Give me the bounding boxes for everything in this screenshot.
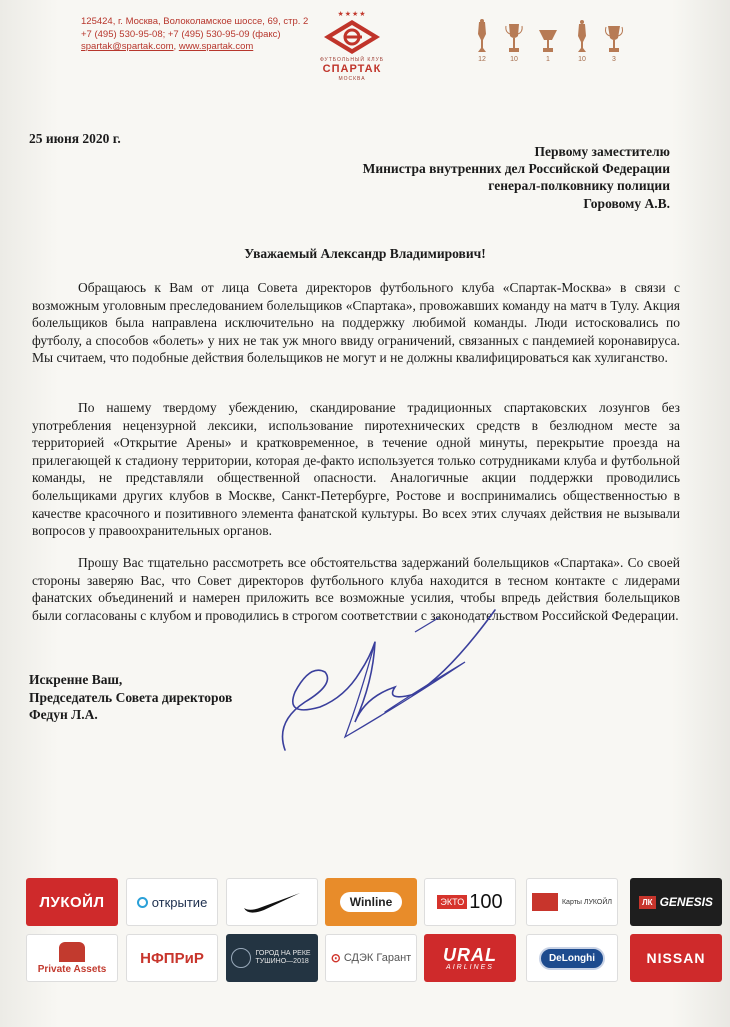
body-paragraph: Прошу Вас тщательно рассмотреть все обстоятельства задержаний болельщиков «Спартака». Со своей стороны заверяю Вас, что Совет директоров футбольного клуба находится в тесном контакте с лидерами фанатских объединений и намерен приложить все возможные усилия, чтобы впредь действия болельщиков были согласованы с клубом и проводились в строгом соответствии с законодательством Российской Федерации. (32, 555, 680, 623)
trophy-icon (504, 18, 524, 54)
card-icon (532, 893, 558, 911)
otkritie-icon (137, 897, 148, 908)
nike-swoosh-icon (242, 890, 302, 914)
club-name: СПАРТАК (322, 63, 382, 75)
body-paragraph: По нашему твердому убеждению, скандирование традиционных спартаковских лозунгов без употребления нецензурной лексики, использование пиротехнических средств в безлюдном месте за территорией «Открытие Арены» и кратковременное, в течение одной минуты, перекрытие проезда на прилегающей к стадиону территории, которая де-факто используется только сотрудниками клуба и футбольной команды, не представляли общественной опасности. Аналогичные акции поддержки проводились болельщиками других клубов в Москве, Санкт-Петербурге, Ростове и воспринимались общественностью в качестве красочного и позитивного элемента фанатской культуры. Во всех этих случаях действия не вызывали вопросов у правоохранительных органов. (32, 400, 680, 539)
closing-line: Искренне Ваш, (29, 672, 123, 687)
trophy-championship: 12 (470, 18, 494, 63)
email-link[interactable]: spartak@spartak.com (81, 41, 174, 52)
address-line: 125424, г. Москва, Волоколамское шоссе, 69, стр. 2 (81, 16, 309, 27)
sponsor-genesis: ЛК GENESIS (630, 878, 722, 926)
trophy-russia-cup: 3 (602, 18, 626, 63)
sponsor-ekto100: ЭКТО 100 (424, 878, 516, 926)
trophy-icon (603, 18, 625, 54)
trophy-row (470, 18, 630, 70)
sponsor-delonghi: DeLonghi (526, 934, 618, 982)
club-small-text: ФУТБОЛЬНЫЙ КЛУБ (319, 57, 385, 63)
addressee-line: Министра внутренних дел Российской Федерации (362, 161, 670, 177)
trophy-icon (575, 18, 589, 54)
sponsor-ural-airlines: URAL AIRLINES (424, 934, 516, 982)
phone-line: +7 (495) 530-95-08; +7 (495) 530-95-09 (факс) (81, 28, 281, 40)
sponsor-winline: Winline (325, 878, 417, 926)
letterhead-contacts (81, 16, 308, 54)
trophy-super-cup: 1 (536, 18, 560, 63)
closing-block (29, 671, 232, 724)
sponsor-otkritie: открытие (126, 878, 218, 926)
trophy-icon (537, 18, 559, 54)
addressee-line: генерал-полковнику полиции (488, 178, 670, 194)
city-icon (231, 948, 251, 968)
trophy-icon (475, 18, 489, 54)
salutation: Уважаемый Александр Владимирович! (244, 246, 486, 261)
stars-icon: ★★★★ (337, 10, 367, 18)
addressee-line: Горовому А.В. (583, 195, 670, 211)
sponsor-sdek: ⊙ СДЭК Гарант (325, 934, 417, 982)
closing-line: Председатель Совета директоров (29, 689, 233, 705)
sponsor-nissan: NISSAN (630, 934, 722, 982)
addressee-line: Первому заместителю (534, 144, 670, 159)
addressee-block (363, 143, 670, 212)
sponsor-lukoil: ЛУКОЙЛ (26, 878, 118, 926)
trophy-ussr: 10 (570, 18, 594, 63)
sponsor-karty-lukoil: Карты ЛУКОЙЛ (526, 878, 618, 926)
club-crest (310, 10, 394, 82)
spartak-rhombus-icon (322, 18, 382, 56)
closing-line: Федун Л.А. (29, 707, 98, 723)
handwritten-signature (265, 602, 505, 762)
website-link[interactable]: www.spartak.com (178, 41, 254, 52)
sdek-icon: ⊙ (330, 951, 341, 965)
email-site-line: spartak@spartak.com, www.spartak.com (81, 41, 254, 52)
body-paragraph: Обращаюсь к Вам от лица Совета директоров футбольного клуба «Спартак-Москва» в связи с возможным уголовным преследованием болельщиков «Спартака», провожавших команду на матч в Тулу. Акция болельщиков была направлена исключительно на поддержку любимой команды. Люди истосковались по футболу, а способов «болеть» у них не так уж много ввиду ограничений, связанных с пандемией коронавируса. Мы считаем, что подобные действия болельщиков не могут и не должны квалифицироваться как хулиганство. (32, 280, 680, 366)
sponsor-private-assets: Private Assets (26, 934, 118, 982)
letter-date: 25 июня 2020 г. (29, 131, 121, 146)
sponsor-gorod-na-reke: ГОРОД НА РЕКЕ ТУШИНО—2018 (226, 934, 318, 982)
sponsor-nike (226, 878, 318, 926)
sponsor-nfpr: НФПРиР (126, 934, 218, 982)
elephant-icon (59, 942, 85, 962)
trophy-cup: 10 (502, 18, 526, 63)
club-city: МОСКВА (338, 76, 366, 82)
